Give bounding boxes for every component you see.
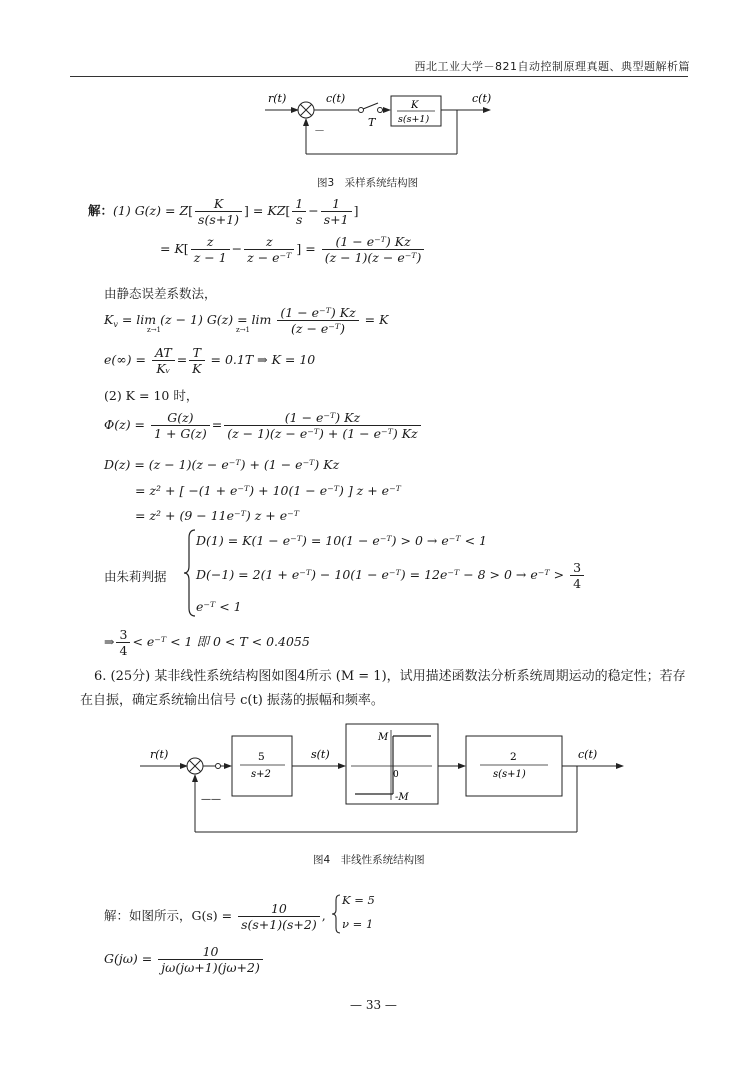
fig4-c-label: c(t) xyxy=(578,748,598,761)
sol2-brace xyxy=(331,893,341,935)
fig3-c-out-label: c(t) xyxy=(472,92,492,105)
sol1-d1: D(z) = (z − 1)(z − e⁻ᵀ) + (1 − e⁻ᵀ) Kz xyxy=(104,457,340,472)
fig4-nl-top: M xyxy=(378,732,389,743)
kv-limit-expr: = lim (z − 1) G(z) = lim xyxy=(121,312,272,327)
fig3-sampler-switch xyxy=(363,103,378,109)
sol1-l1-a: (1) G(z) = Z xyxy=(113,203,189,218)
sol2-k: K = 5 xyxy=(342,893,375,907)
jury-brace xyxy=(183,528,197,618)
sol2-v: ν = 1 xyxy=(342,917,374,931)
sol1-l2-frac1: $\frac{z}{z - 1}$ xyxy=(191,234,230,265)
phi-label: Φ(z) = xyxy=(104,417,146,432)
fig4-block2 xyxy=(466,736,562,796)
kv-limit-sub-1: z→1 xyxy=(147,326,162,334)
fig4-r-label: r(t) xyxy=(150,748,169,761)
sol2-line1: 解：如图所示，G(s) = $\frac{10}{s(s+1)(s+2)}$ , xyxy=(104,901,326,932)
fig4-block1 xyxy=(232,736,292,796)
sol1-l2-a: = K xyxy=(160,241,184,256)
figure4-diagram xyxy=(135,722,630,838)
sol1-steady-error: e(∞) = $\frac{AT}{\text{Kᵥ}}$ = $\frac{T}{K}$ = 0.1T ⇒ K = 10 xyxy=(104,345,316,376)
e-frac2: $\frac{T}{K}$ xyxy=(189,345,204,376)
final-implies: ⇒ xyxy=(104,634,115,649)
fig3-minus: － xyxy=(314,124,325,137)
e-result: = 0.1T ⇒ K = 10 xyxy=(210,352,316,367)
figure3-caption: 图3 采样系统结构图 xyxy=(317,177,419,189)
phi-frac2: $\frac{\text{(1 − e⁻ᵀ) Kz}}{\text{(z − 1)(z − e⁻ᵀ) + (1 − e⁻ᵀ) Kz}}$ xyxy=(224,410,420,441)
fig4-minus: —— xyxy=(201,794,221,805)
e-frac1: $\frac{AT}{\text{Kᵥ}}$ xyxy=(152,345,175,376)
sol1-line1: 解：(1) G(z) = Z[ $\frac{K}{s(s+1)}$ ] = KZ[ $\frac{1}{s}$ − $\frac{1}{s+1}$ ] xyxy=(88,196,359,227)
sol1-phi: Φ(z) = $\frac{G(z)}{1 + G(z)}$ = $\frac{\text{(1 − e⁻ᵀ) Kz}}{\text{(z − 1)(z − e⁻ᵀ) + (1 − e⁻ᵀ) Kz}}$ xyxy=(104,410,423,441)
kv-sub: v xyxy=(113,320,118,329)
problem6-text: 6. (25分) 某非线性系统结构图如图4所示 (M = 1)，试用描述函数法分析系统周期运动的稳定性；若存在自振，确定系统输出信号 c(t) 振荡的振幅和频率。 xyxy=(80,669,686,708)
fig4-nl-bottom: -M xyxy=(395,792,409,803)
sol1-l2-frac3: $\frac{\text{(1 − e⁻ᵀ) Kz}}{\text{(z − 1)(z − e⁻ᵀ)}}$ xyxy=(322,234,425,265)
fig4-s-label: s(t) xyxy=(311,748,330,761)
kv-result: = K xyxy=(364,312,389,327)
sol1-l1-b: = KZ xyxy=(252,203,286,218)
fig4-block1-num: 5 xyxy=(258,751,265,763)
kv-limit-sub-2: z→1 xyxy=(236,326,251,334)
sol1-d2: = z² + [ −(1 + e⁻ᵀ) + 10(1 − e⁻ᵀ) ] z + e⁻ᵀ xyxy=(135,483,401,498)
header-rule xyxy=(70,76,688,77)
sol2-l2-frac: $\frac{10}{j\omega(j\omega+1)(j\omega+2)}$ xyxy=(158,944,263,975)
e-inf: e(∞) = xyxy=(104,352,147,367)
fig3-block-den: s(s+1) xyxy=(398,114,430,125)
final-frac: $\frac{3}{4}$ xyxy=(116,627,130,658)
fig3-sampler-label: T xyxy=(368,116,376,129)
jury-cond1: D(1) = K(1 − e⁻ᵀ) = 10(1 − e⁻ᵀ) > 0 → e⁻ᵀ < 1 xyxy=(196,533,487,548)
final-range: < e⁻ᵀ < 1 即 0 < T < 0.4055 xyxy=(132,634,310,649)
running-header: 西北工业大学－821自动控制原理真题、典型题解析篇 xyxy=(414,60,690,73)
fig4-block2-num: 2 xyxy=(510,751,517,763)
jury-cond3: e⁻ᵀ < 1 xyxy=(196,599,242,614)
fig3-r-label: r(t) xyxy=(268,92,287,105)
phi-frac1: $\frac{G(z)}{1 + G(z)}$ xyxy=(151,410,210,441)
fig3-block-num: K xyxy=(411,100,419,111)
sol2-l1-a: 解：如图所示，G(s) = xyxy=(104,908,233,923)
figure4-caption: 图4 非线性系统结构图 xyxy=(313,854,425,866)
sol1-d3: = z² + (9 − 11e⁻ᵀ) z + e⁻ᵀ xyxy=(135,508,299,523)
sol1-static-error-method: 由静态误差系数法， xyxy=(104,286,217,301)
jury-cond2-expr: D(−1) = 2(1 + e⁻ᵀ) − 10(1 − e⁻ᵀ) = 12e⁻ᵀ − 8 > 0 → e⁻ᵀ > xyxy=(196,567,565,582)
sol1-l1-frac3: $\frac{1}{s+1}$ xyxy=(321,196,352,227)
sol1-final xyxy=(104,627,310,658)
jury-cond2 xyxy=(196,560,586,591)
page-number: — 33 — xyxy=(350,998,397,1012)
fig4-block2-den: s(s+1) xyxy=(493,769,526,780)
jury-cond2-frac: $\frac{3}{4}$ xyxy=(570,560,584,591)
sol1-l1-frac: $\frac{K}{s(s+1)}$ xyxy=(195,196,242,227)
fig4-nl-zero: 0 xyxy=(393,770,399,780)
sol1-l1-frac2: $\frac{1}{s}$ xyxy=(292,196,306,227)
sol1-l2-frac2: $\frac{z}{\text{z − e⁻ᵀ}}$ xyxy=(244,234,294,265)
kv-symbol: K xyxy=(104,312,114,327)
sol2-line2 xyxy=(104,944,265,975)
sol2-l2-a: G(jω) = xyxy=(104,951,153,966)
sol1-line2: = K[ $\frac{z}{z - 1}$ − $\frac{z}{\text{z − e⁻ᵀ}}$ ] = $\frac{\text{(1 − e⁻ᵀ) Kz}}{\text{(z − 1)(z − e⁻ᵀ)}}$ xyxy=(160,234,426,265)
sol2-l1-frac: $\frac{10}{s(s+1)(s+2)}$ xyxy=(238,901,320,932)
figure3-diagram xyxy=(250,88,520,160)
jury-label: 由朱莉判据 xyxy=(104,569,167,584)
kv-frac: $\frac{\text{(1 − e⁻ᵀ) Kz}}{\text{(z − e⁻ᵀ)}}$ xyxy=(277,305,358,336)
sol1-prefix: 解： xyxy=(88,203,114,218)
sol1-k10: (2) K = 10 时， xyxy=(104,388,199,403)
fig4-block1-den: s+2 xyxy=(251,769,271,780)
fig3-c-mid-label: c(t) xyxy=(326,92,346,105)
